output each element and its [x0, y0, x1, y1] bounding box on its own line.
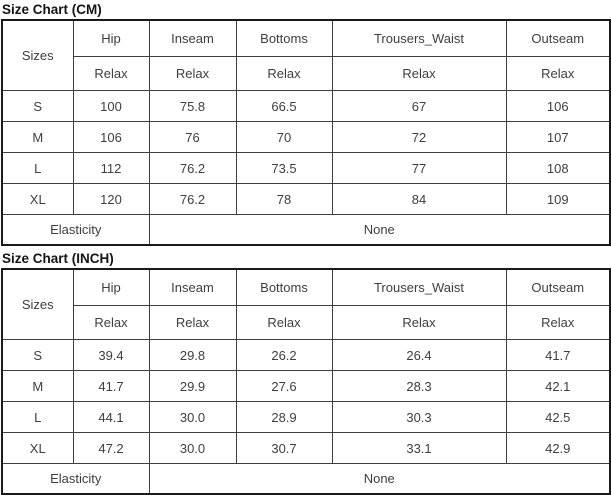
- inch-row-l: [2, 402, 610, 433]
- inch-s-inseam: 29.8: [149, 340, 236, 371]
- inch-row-m: [2, 371, 610, 402]
- inch-elasticity-label: Elasticity: [2, 464, 149, 495]
- inch-s-trousers-waist: 26.4: [332, 340, 506, 371]
- cm-l-hip: 112: [73, 153, 149, 184]
- inch-xl-trousers-waist: 33.1: [332, 433, 506, 464]
- inch-col-header-inseam: Inseam: [149, 269, 236, 306]
- cm-l-outseam: 108: [506, 153, 610, 184]
- inch-l-hip: 44.1: [73, 402, 149, 433]
- cm-l-size: L: [2, 153, 73, 184]
- inch-relax-hip: Relax: [73, 306, 149, 340]
- cm-m-outseam: 107: [506, 122, 610, 153]
- cm-col-header-bottoms: Bottoms: [236, 20, 332, 57]
- cm-relax-outseam: Relax: [506, 57, 610, 91]
- inch-xl-inseam: 30.0: [149, 433, 236, 464]
- cm-m-size: M: [2, 122, 73, 153]
- cm-s-outseam: 106: [506, 91, 610, 122]
- inch-col-header-bottoms: Bottoms: [236, 269, 332, 306]
- inch-col-header-hip: Hip: [73, 269, 149, 306]
- cm-xl-outseam: 109: [506, 184, 610, 215]
- cm-xl-size: XL: [2, 184, 73, 215]
- cm-sizes-header: Sizes: [2, 20, 73, 91]
- cm-elasticity-value: None: [149, 215, 610, 246]
- inch-elasticity-row: [2, 464, 610, 495]
- inch-s-hip: 39.4: [73, 340, 149, 371]
- inch-xl-size: XL: [2, 433, 73, 464]
- cm-chart-title: Size Chart (CM): [2, 2, 102, 17]
- cm-col-header-inseam: Inseam: [149, 20, 236, 57]
- cm-relax-inseam: Relax: [149, 57, 236, 91]
- cm-elasticity-label: Elasticity: [2, 215, 149, 246]
- inch-m-trousers-waist: 28.3: [332, 371, 506, 402]
- cm-row-l: [2, 153, 610, 184]
- inch-s-bottoms: 26.2: [236, 340, 332, 371]
- inch-xl-outseam: 42.9: [506, 433, 610, 464]
- cm-m-hip: 106: [73, 122, 149, 153]
- cm-s-size: S: [2, 91, 73, 122]
- cm-relax-bottoms: Relax: [236, 57, 332, 91]
- inch-relax-trousers-waist: Relax: [332, 306, 506, 340]
- cm-xl-hip: 120: [73, 184, 149, 215]
- inch-m-size: M: [2, 371, 73, 402]
- cm-m-inseam: 76: [149, 122, 236, 153]
- inch-xl-bottoms: 30.7: [236, 433, 332, 464]
- inch-l-outseam: 42.5: [506, 402, 610, 433]
- inch-l-bottoms: 28.9: [236, 402, 332, 433]
- inch-xl-hip: 47.2: [73, 433, 149, 464]
- inch-sizes-header: Sizes: [2, 269, 73, 340]
- inch-relax-inseam: Relax: [149, 306, 236, 340]
- inch-s-outseam: 41.7: [506, 340, 610, 371]
- inch-col-header-trousers-waist: Trousers_Waist: [332, 269, 506, 306]
- inch-col-header-outseam: Outseam: [506, 269, 610, 306]
- cm-l-bottoms: 73.5: [236, 153, 332, 184]
- inch-chart-title: Size Chart (INCH): [2, 251, 114, 266]
- inch-m-outseam: 42.1: [506, 371, 610, 402]
- inch-header-row: [2, 269, 610, 306]
- inch-m-hip: 41.7: [73, 371, 149, 402]
- inch-m-inseam: 29.9: [149, 371, 236, 402]
- cm-col-header-outseam: Outseam: [506, 20, 610, 57]
- cm-col-header-trousers-waist: Trousers_Waist: [332, 20, 506, 57]
- cm-elasticity-row: [2, 215, 610, 246]
- inch-row-xl: [2, 433, 610, 464]
- cm-relax-row: [2, 57, 610, 91]
- inch-relax-row: [2, 306, 610, 340]
- inch-s-size: S: [2, 340, 73, 371]
- cm-row-xl: [2, 184, 610, 215]
- cm-s-inseam: 75.8: [149, 91, 236, 122]
- inch-l-size: L: [2, 402, 73, 433]
- cm-row-m: [2, 122, 610, 153]
- inch-l-inseam: 30.0: [149, 402, 236, 433]
- cm-relax-hip: Relax: [73, 57, 149, 91]
- inch-l-trousers-waist: 30.3: [332, 402, 506, 433]
- cm-xl-inseam: 76.2: [149, 184, 236, 215]
- cm-relax-trousers-waist: Relax: [332, 57, 506, 91]
- cm-size-chart-table: [1, 19, 611, 246]
- inch-size-chart-table: [1, 268, 611, 495]
- cm-s-hip: 100: [73, 91, 149, 122]
- cm-l-trousers-waist: 77: [332, 153, 506, 184]
- inch-relax-bottoms: Relax: [236, 306, 332, 340]
- cm-row-s: [2, 91, 610, 122]
- cm-s-trousers-waist: 67: [332, 91, 506, 122]
- cm-m-bottoms: 70: [236, 122, 332, 153]
- cm-col-header-hip: Hip: [73, 20, 149, 57]
- inch-row-s: [2, 340, 610, 371]
- cm-header-row: [2, 20, 610, 57]
- inch-elasticity-value: None: [149, 464, 610, 495]
- inch-m-bottoms: 27.6: [236, 371, 332, 402]
- cm-xl-trousers-waist: 84: [332, 184, 506, 215]
- cm-xl-bottoms: 78: [236, 184, 332, 215]
- inch-relax-outseam: Relax: [506, 306, 610, 340]
- cm-s-bottoms: 66.5: [236, 91, 332, 122]
- cm-m-trousers-waist: 72: [332, 122, 506, 153]
- cm-l-inseam: 76.2: [149, 153, 236, 184]
